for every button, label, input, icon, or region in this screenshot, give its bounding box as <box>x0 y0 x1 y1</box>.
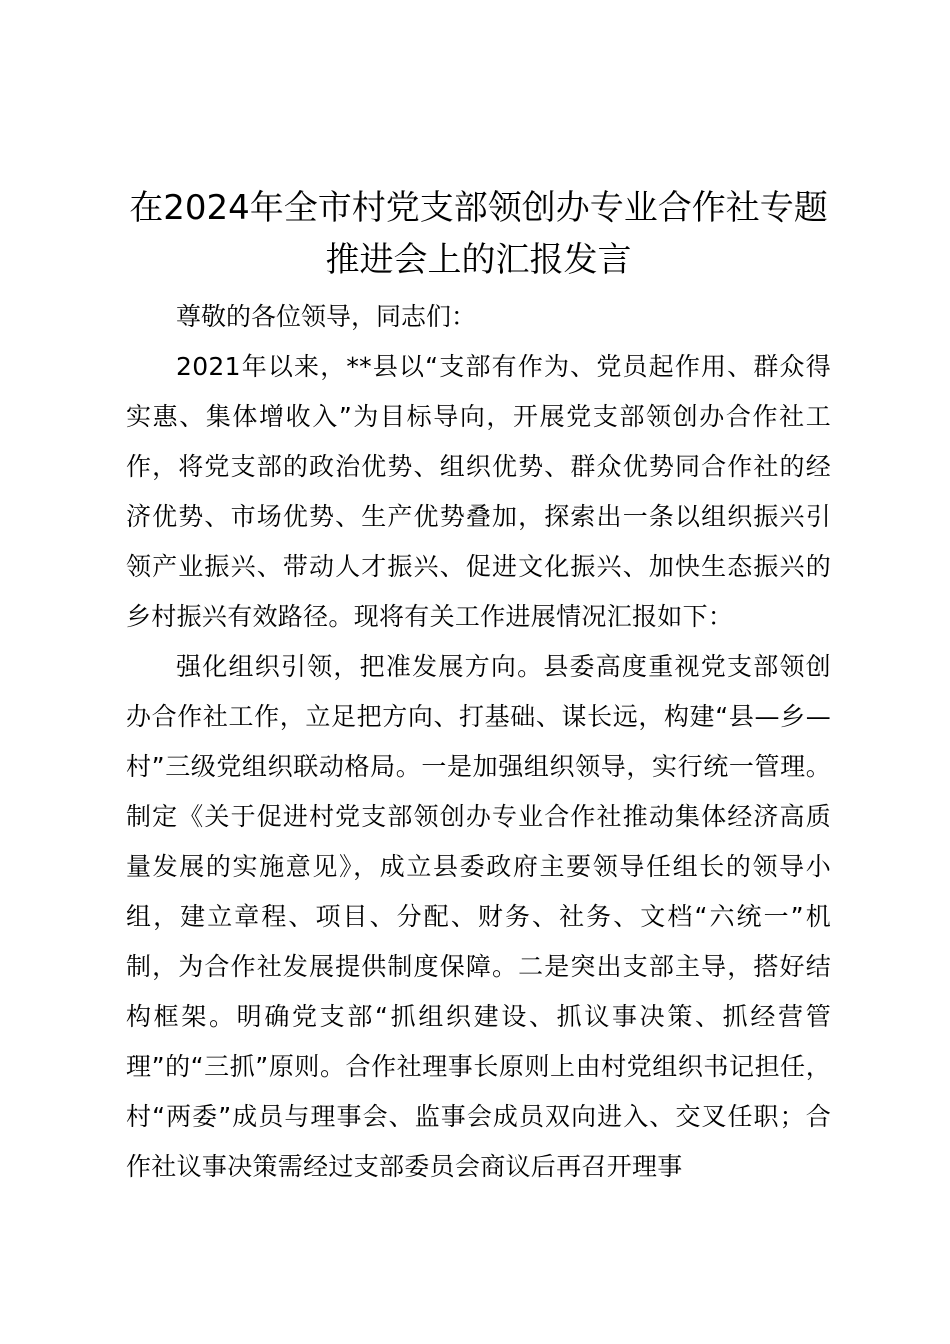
paragraph-organization: 强化组织引领，把准发展方向。县委高度重视党支部领创办合作社工作，立足把方向、打基础、谋长远，构建“县—乡—村”三级党组织联动格局。一是加强组织领导，实行统一管理。制定《关于促进村党支部领创办专业合作社推动集体经济高质量发展的实施意见》，成立县委政府主要领导任组长的领导小组，建立章程、项目、分配、财务、社务、文档“六统一”机制，为合作社发展提供制度保障。二是突出支部主导，搭好结构框架。明确党支部“抓组织建设、抓议事决策、抓经营管理”的“三抓”原则。合作社理事长原则上由村党组织书记担任，村“两委”成员与理事会、监事会成员双向进入、交叉任职；合作社议事决策需经过支部委员会商议后再召开理事 <box>126 652 831 1181</box>
document-page <box>126 182 831 1192</box>
document-title: 在2024年全市村党支部领创办专业合作社专题推进会上的汇报发言 <box>129 188 828 280</box>
salutation: 尊敬的各位领导，同志们： <box>176 302 477 331</box>
paragraph-intro: 2021年以来，**县以“支部有作为、党员起作用、群众得实惠、集体增收入”为目标导向，开展党支部领创办合作社工作，将党支部的政治优势、组织优势、群众优势同合作社的经济优势、市场优势、生产优势叠加，探索出一条以组织振兴引领产业振兴、带动人才振兴、促进文化振兴、加快生态振兴的乡村振兴有效路径。现将有关工作进展情况汇报如下： <box>126 352 831 631</box>
